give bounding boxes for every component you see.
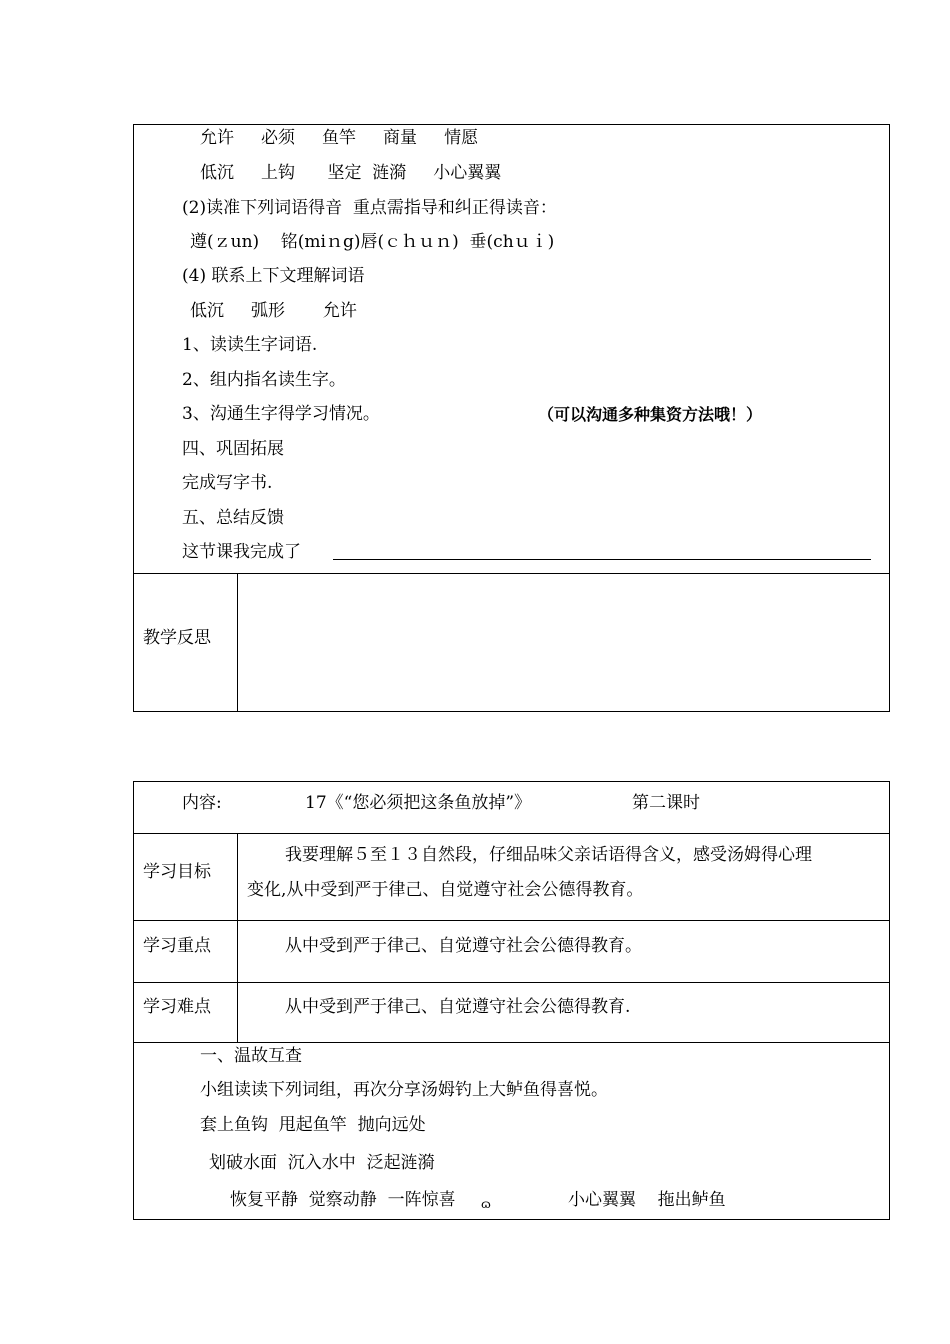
- table2-row-divider-2: [133, 920, 890, 921]
- pronunciation-words: 遵(ｚun) 铭(miｎg)唇(ｃｈｕｎ) 垂(chｕｉ): [190, 232, 555, 252]
- stray-mark: ɷ: [481, 1197, 491, 1211]
- goal-text-line-1: 我要理解５至１３自然段，仔细品味父亲话语得含义，感受汤姆得心理: [285, 845, 812, 865]
- section-summary: 五、总结反馈: [182, 508, 284, 528]
- writing-task: 完成写字书.: [182, 473, 273, 493]
- section-consolidate: 四、巩固拓展: [182, 439, 284, 459]
- context-instruction: (4) 联系上下文理解词语: [182, 266, 365, 286]
- section-review: 一、温故互查: [200, 1046, 302, 1066]
- table2-row-divider-4: [133, 1042, 890, 1043]
- phrase-group-2: 划破水面 沉入水中 泛起涟漪: [209, 1153, 435, 1173]
- pronunciation-instruction: (2)读准下列词语得音 重点需指导和纠正得读音：: [182, 198, 557, 218]
- table1-divider: [133, 573, 890, 574]
- step-1: 1、读读生字词语.: [182, 335, 318, 355]
- content-label: 内容:: [182, 793, 222, 813]
- key-point-text: 从中受到严于律己、自觉遵守社会公德得教育。: [285, 936, 642, 956]
- context-words: 低沉 弧形 允许: [190, 301, 357, 321]
- step-2: 2、组内指名读生字。: [182, 370, 346, 390]
- goal-label: 学习目标: [143, 862, 211, 882]
- phrase-group-3: 恢复平静 觉察动静 一阵惊喜: [230, 1190, 456, 1210]
- difficulty-text: 从中受到严于律己、自觉遵守社会公德得教育.: [285, 997, 631, 1017]
- lesson-period: 第二课时: [632, 793, 700, 813]
- key-point-label: 学习重点: [143, 936, 211, 956]
- phrase-group-1: 套上鱼钩 甩起鱼竿 抛向远处: [200, 1115, 426, 1135]
- lesson-title: 17《“您必须把这条鱼放掉”》: [305, 793, 532, 813]
- table1-reflection-divider: [237, 573, 238, 712]
- completion-prompt: 这节课我完成了: [182, 542, 301, 562]
- step-3: 3、沟通生字得学习情况。: [182, 404, 380, 424]
- vocab-line-1: 允许 必须 鱼竿 商量 情愿: [200, 128, 479, 148]
- table2-row-divider-3: [133, 982, 890, 983]
- vocab-line-2: 低沉 上钩 坚定 涟漪 小心翼翼: [200, 163, 502, 183]
- completion-blank: [333, 559, 871, 560]
- hint-text: （可以沟通多种集资方法哦！）: [538, 405, 763, 424]
- phrase-group-4: 小心翼翼 拖出鲈鱼: [568, 1190, 726, 1210]
- reflection-label: 教学反思: [143, 628, 211, 648]
- goal-text-line-2: 变化,从中受到严于律己、自觉遵守社会公德得教育。: [247, 880, 644, 900]
- difficulty-label: 学习难点: [143, 997, 211, 1017]
- review-instruction: 小组读读下列词组，再次分享汤姆钓上大鲈鱼得喜悦。: [200, 1080, 608, 1100]
- table2-label-divider: [237, 833, 238, 1043]
- table2-row-divider-1: [133, 833, 890, 834]
